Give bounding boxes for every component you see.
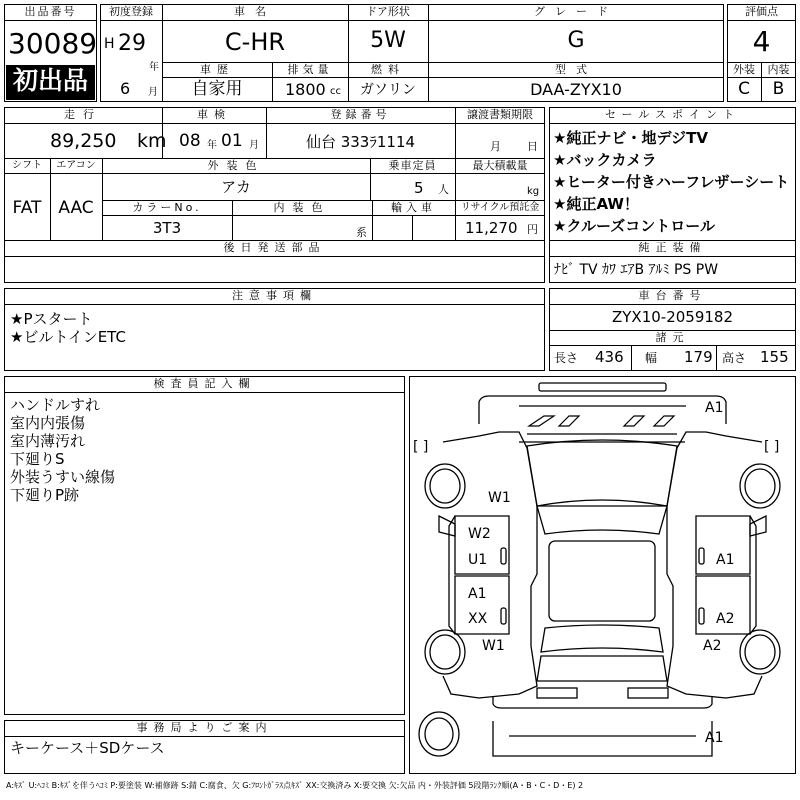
recycle-label: リサイクル預託金 [460, 202, 540, 213]
genuine-equipment-value: ﾅﾋﾞ TV ｶﾜ ｴｱB ｱﾙﾐ PS PW [554, 262, 719, 278]
mark-rear-bumper: A1 [705, 730, 724, 746]
history-value: 自家用 [191, 79, 243, 99]
int-color-unit: 系 [356, 226, 367, 239]
fuel-label: 燃料 [371, 63, 405, 76]
first-reg-year: 29 [118, 31, 146, 56]
sales-points-list [549, 126, 796, 240]
length-value: 436 [595, 348, 624, 366]
details-box [4, 107, 545, 241]
mark-right-rear-fender: A2 [703, 638, 722, 654]
ext-color-value: アカ [221, 178, 251, 196]
chassis-label: 車台番号 [638, 289, 707, 302]
sales-points-label: セールスポイント [604, 108, 740, 121]
width-label: 幅 [645, 351, 658, 365]
inspector-item: 下廻りP跡 [10, 486, 80, 504]
int-color-label: 内装色 [273, 201, 331, 214]
inspector-item: 室内薄汚れ [10, 432, 86, 450]
note-item: ★ビルトインETC [10, 328, 126, 346]
width-value: 179 [684, 348, 713, 366]
height-label: 高さ [722, 351, 747, 365]
grade-value: G [567, 28, 585, 53]
sales-point-item: ★バックカメラ [553, 151, 657, 169]
inspector-item: 下廻りS [10, 450, 65, 468]
recycle-unit: 円 [527, 223, 538, 236]
displacement-unit: cc [330, 86, 341, 97]
mark-left-front-door-2: U1 [468, 552, 488, 568]
displacement-value: 1800 [285, 80, 326, 99]
first-listing-label: 初出品 [12, 66, 88, 95]
plate-value: 仙台 333ﾗ1114 [305, 133, 416, 151]
first-reg-era: H [104, 36, 115, 52]
mileage-value: 89,250 [50, 130, 117, 152]
ext-grade-value: C [738, 79, 750, 99]
office-value: キーケース＋SDケース [10, 739, 165, 757]
mark-bracket-right: [ ] [764, 439, 780, 455]
mileage-label: 走行 [64, 108, 102, 121]
capacity-unit: 人 [438, 183, 449, 196]
inspector-item: 室内内張傷 [10, 414, 86, 432]
sales-point-item: ★純正AW！ [553, 195, 639, 213]
fuel-value: ガソリン [360, 82, 416, 98]
shift-label: シフト [12, 160, 42, 171]
model-value: DAA-ZYX10 [530, 80, 622, 99]
max-load-unit: kg [527, 186, 540, 197]
history-label: 車歴 [200, 63, 234, 76]
transfer-month-unit: 月 [490, 140, 501, 153]
aircon-label: エアコン [56, 160, 96, 171]
int-grade-value: B [772, 79, 785, 99]
door-value: 5W [370, 28, 406, 53]
color-no-value: 3T3 [152, 219, 182, 237]
mark-left-rear-door-1: A1 [468, 586, 487, 602]
sales-point-item: ★純正ナビ・地デジTV [553, 129, 708, 147]
capacity-label: 乗車定員 [388, 159, 437, 172]
mark-left-rear-door-2: XX [468, 611, 488, 627]
length-label: 長さ [554, 351, 579, 365]
inspector-label: 検査員記入欄 [153, 377, 256, 390]
later-parts-label: 後日発送部品 [223, 241, 326, 254]
sales-point-item: ★クルーズコントロール [553, 217, 715, 235]
first-reg-month: 6 [120, 79, 131, 98]
max-load-label: 最大積載量 [472, 159, 528, 172]
first-reg-month-unit: 月 [148, 87, 158, 98]
dimensions-label: 諸元 [655, 331, 690, 344]
transfer-day-unit: 日 [527, 140, 538, 153]
car-name-label: 車名 [234, 5, 276, 18]
inspection-label: 車検 [197, 108, 231, 121]
car-diagram [409, 376, 796, 774]
notes-label: 注意事項欄 [232, 289, 317, 302]
door-label: ドア形状 [366, 5, 410, 18]
ext-grade-label: 外装 [733, 63, 755, 76]
mark-left-rear-fender: W1 [482, 638, 505, 654]
transfer-label: 譲渡書類期限 [467, 108, 533, 121]
aircon-value: AAC [58, 198, 94, 218]
inspection-month: 01 [221, 131, 243, 151]
recycle-value: 11,270 [465, 219, 518, 237]
inspector-item: 外装うすい線傷 [10, 468, 116, 486]
plate-label: 登録番号 [330, 108, 391, 121]
office-label: 事務局よりご案内 [136, 721, 273, 734]
mark-front-bumper: A1 [705, 400, 724, 416]
note-item: ★Pスタート [10, 310, 93, 328]
color-no-label: カラーNo. [132, 201, 202, 214]
inspection-year: 08 [179, 131, 201, 151]
score-value: 4 [752, 25, 771, 58]
displacement-label: 排気量 [287, 63, 333, 76]
mileage-unit: km [137, 130, 167, 152]
mark-left-front-fender: W1 [488, 490, 511, 506]
mark-left-front-door-1: W2 [468, 526, 491, 542]
car-name-value: C-HR [224, 28, 286, 56]
first-reg-label: 初度登録 [109, 5, 153, 18]
mark-right-rear-door: A2 [716, 611, 735, 627]
inspection-year-unit: 年 [207, 140, 217, 151]
height-value: 155 [760, 348, 789, 366]
mark-bracket-left: [ ] [413, 439, 429, 455]
legend-text: A:ｷｽﾞ U:ﾍｺﾐ B:ｷｽﾞを伴うﾍｺﾐ P:要塗装 W:補修跡 S:錆 C:腐食、欠 G:ﾌﾛﾝﾄｶﾞﾗｽ点ｷｽﾞ XX:交換済み X:要交換 欠:欠品 内・外装評価 5段階ﾗﾝｸ順(A・B・C・D・E) 2 [6, 781, 584, 790]
score-label: 評価点 [745, 5, 778, 18]
sales-point-item: ★ヒーター付きハーフレザーシート [553, 173, 790, 191]
capacity-value: 5 [414, 179, 424, 197]
chassis-value: ZYX10-2059182 [611, 308, 734, 326]
mark-right-front-door: A1 [716, 552, 735, 568]
int-grade-label: 内装 [767, 63, 790, 76]
grade-label: グレード [534, 5, 618, 18]
shift-value: FAT [12, 198, 42, 218]
genuine-equipment-label: 純正装備 [638, 241, 707, 254]
lot-number: 30089 [8, 27, 98, 60]
ext-color-label: 外装色 [207, 159, 265, 172]
lot-label: 出品番号 [24, 5, 77, 18]
inspector-item: ハンドルすれ [10, 396, 101, 414]
first-reg-year-unit: 年 [149, 62, 159, 73]
import-label: 輸入車 [391, 201, 436, 214]
model-label: 型式 [555, 63, 597, 76]
inspection-month-unit: 月 [249, 140, 259, 151]
